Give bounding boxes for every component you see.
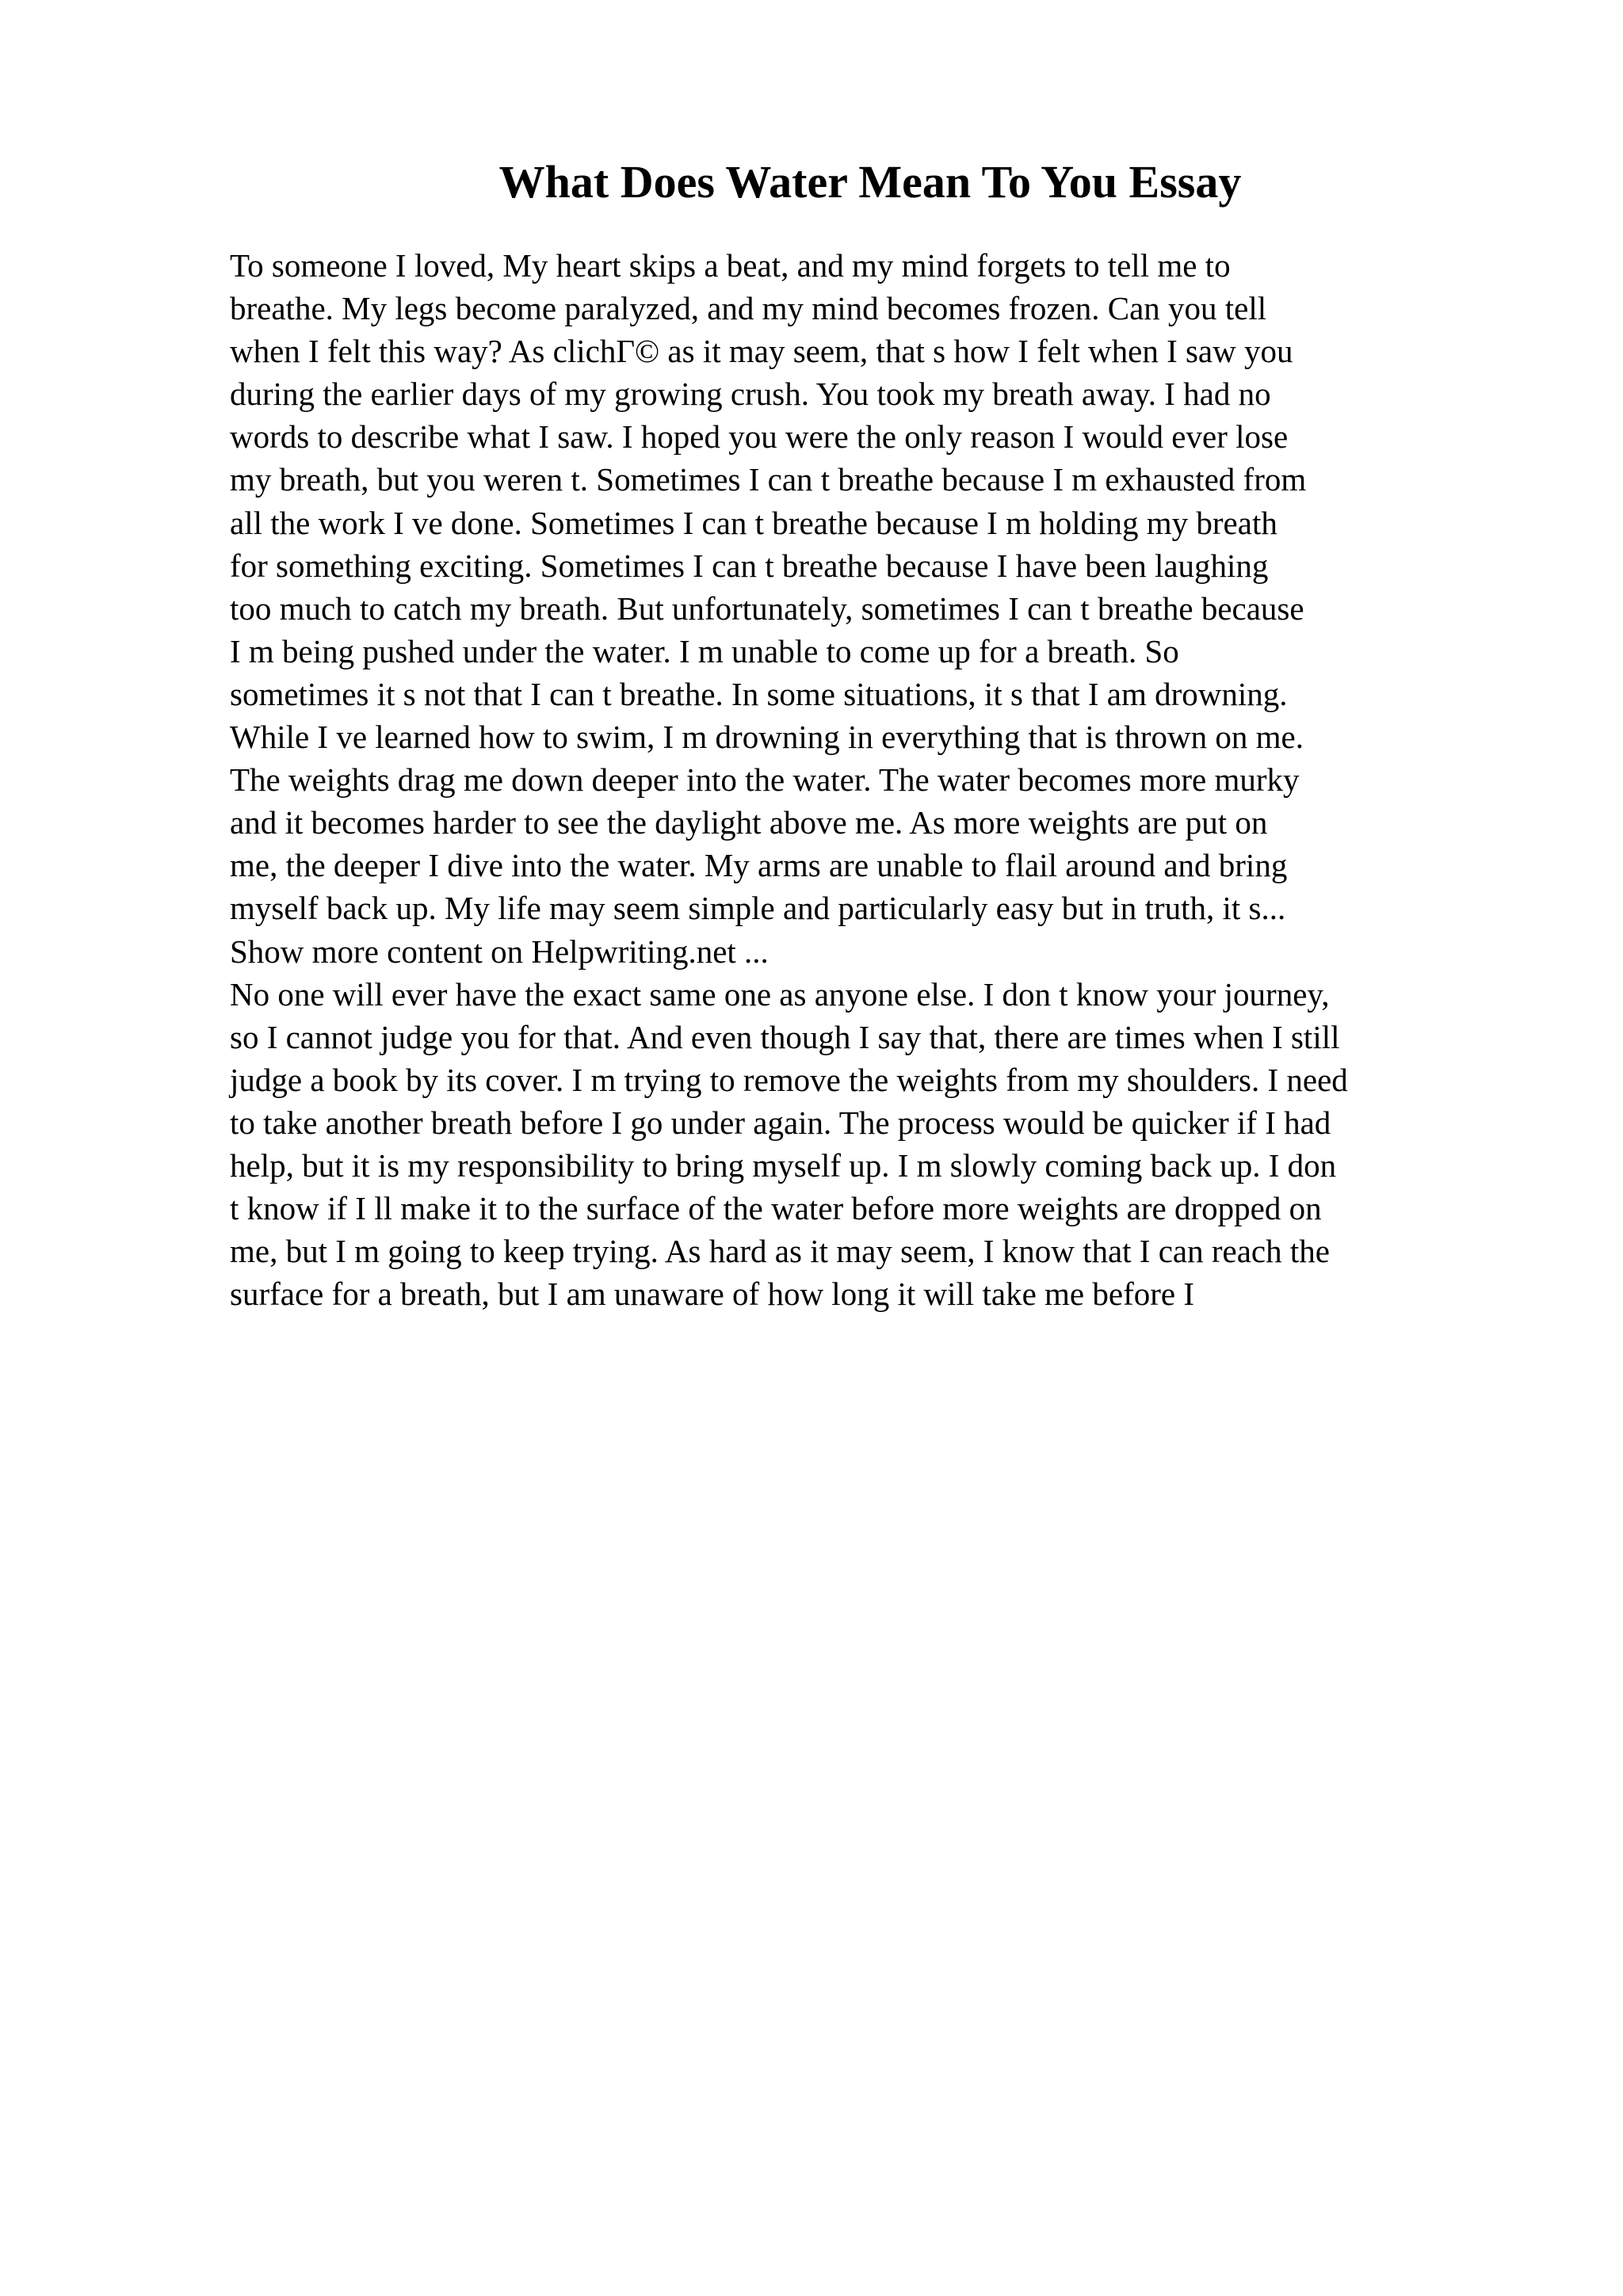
text-line: breathe. My legs become paralyzed, and my mind becomes frozen. Can you tell — [230, 290, 1267, 327]
text-line: too much to catch my breath. But unfortunately, sometimes I can t breathe because — [230, 589, 1304, 627]
show-more-link[interactable]: Show more content on Helpwriting.net ... — [230, 933, 769, 970]
text-line: all the work I ve done. Sometimes I can t breathe because I m holding my breath — [230, 504, 1277, 541]
text-line: I m being pushed under the water. I m unable to come up for a breath. So — [230, 632, 1179, 669]
text-line: words to describe what I saw. I hoped you were the only reason I would ever lose — [230, 418, 1289, 456]
text-line: me, the deeper I dive into the water. My arms are unable to flail around and bring — [230, 847, 1288, 884]
text-line: help, but it is my responsibility to bring myself up. I m slowly coming back up. I don — [230, 1146, 1337, 1184]
text-line: To someone I loved, My heart skips a beat, and my mind forgets to tell me to — [230, 247, 1231, 284]
text-line: myself back up. My life may seem simple and particularly easy but in truth, it s... — [230, 890, 1286, 927]
text-line: sometimes it s not that I can t breathe. In some situations, it s that I am drowning. — [230, 675, 1288, 712]
text-line: While I ve learned how to swim, I m drowning in everything that is thrown on me. — [230, 719, 1304, 756]
text-line: t know if I ll make it to the surface of the water before more weights are dropped on — [230, 1190, 1322, 1227]
text-line: so I cannot judge you for that. And even though I say that, there are times when I still — [230, 1018, 1340, 1055]
text-line: me, but I m going to keep trying. As hard as it may seem, I know that I can reach the — [230, 1233, 1330, 1270]
text-line: No one will ever have the exact same one as anyone else. I don t know your journey, — [230, 975, 1330, 1013]
essay-body — [230, 244, 1529, 1315]
text-line: my breath, but you weren t. Sometimes I can t breathe because I m exhausted from — [230, 461, 1307, 498]
document-title: What Does Water Mean To You Essay — [498, 156, 1242, 208]
text-line: for something exciting. Sometimes I can t breathe because I have been laughing — [230, 547, 1269, 584]
text-line: to take another breath before I go under again. The process would be quicker if I had — [230, 1104, 1331, 1141]
text-line: when I felt this way? As clichГ© as it may seem, that s how I felt when I saw you — [230, 333, 1293, 370]
text-line: judge a book by its cover. I m trying to remove the weights from my shoulders. I need — [230, 1061, 1348, 1098]
text-line: The weights drag me down deeper into the water. The water becomes more murky — [230, 761, 1300, 799]
text-line: and it becomes harder to see the daylight above me. As more weights are put on — [230, 804, 1268, 841]
text-line: during the earlier days of my growing crush. You took my breath away. I had no — [230, 376, 1271, 413]
text-line: surface for a breath, but I am unaware of how long it will take me before I — [230, 1276, 1194, 1313]
